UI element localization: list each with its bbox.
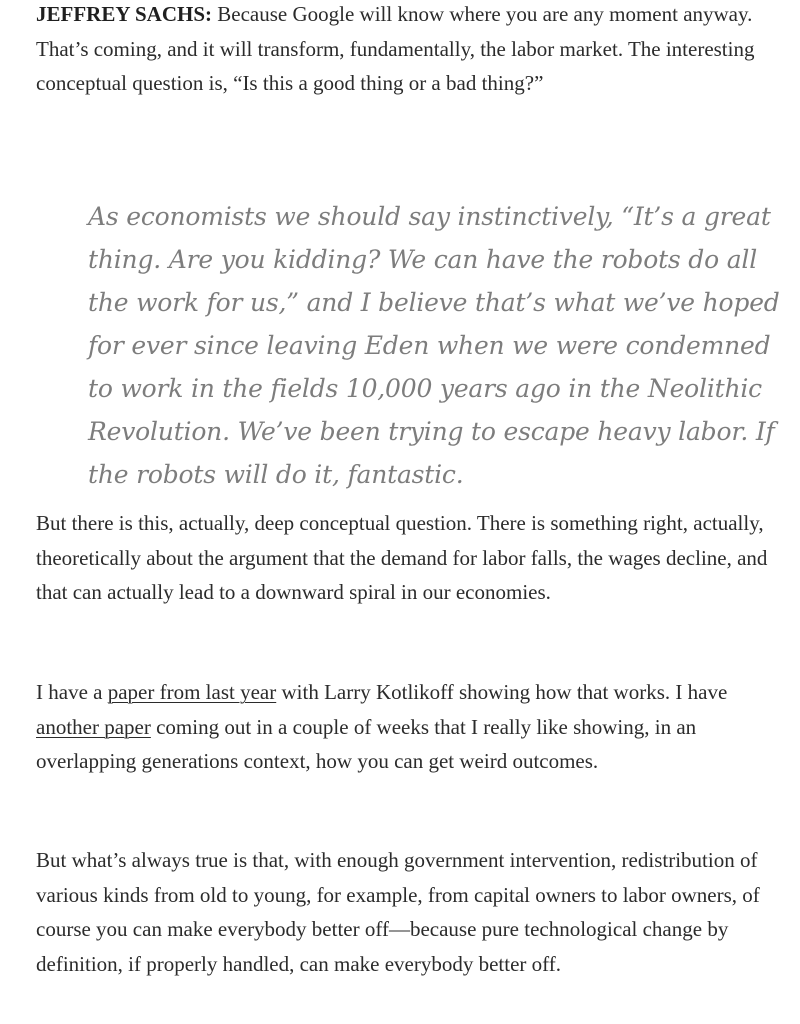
body-paragraph-2: But there is this, actually, deep conceptual question. There is something right, actually, theoretically about the argument that the demand for labor falls, the wages decline, and that can actually lead to a downward spiral in our economies. — [36, 511, 768, 604]
paper-from-last-year-link[interactable]: paper from last year — [107, 680, 277, 704]
body-paragraph-3 — [36, 675, 776, 779]
another-paper-link[interactable]: another paper — [36, 714, 151, 739]
body-paragraph-4: But what’s always true is that, with enough government intervention, redistribution of various kinds from old to young, for example, from capital owners to labor owners, of course you can make everybody better off—because pure technological change by definition, if properly handled, can make everybody better off. — [36, 848, 760, 976]
para3-text-c: coming out in a couple of weeks that I really like showing, in an overlapping generations context, how you can get weird outcomes. — [36, 714, 697, 773]
pull-quote: As economists we should say instinctively, “It’s a great thing. Are you kidding? We can have the robots do all the work for us,” and I believe that’s what we’ve hoped for ever since leaving Eden when we were condemned to work in the fields 10,000 years ago in the Neolithic Revolution. We’ve been trying to escape heavy labor. If the robots will do it, fantastic. — [88, 202, 780, 489]
para3-text-b: with Larry Kotlikoff showing how that works. I have — [276, 680, 728, 704]
intro-text: Because Google will know where you are any moment anyway. That’s coming, and it will transform, fundamentally, the labor market. The interesting conceptual question is, “Is this a good thing or a bad thing?” — [36, 2, 755, 95]
speaker-name: JEFFREY SACHS: — [36, 2, 212, 26]
intro-paragraph — [36, 0, 776, 101]
para3-text-a: I have a — [36, 680, 108, 704]
